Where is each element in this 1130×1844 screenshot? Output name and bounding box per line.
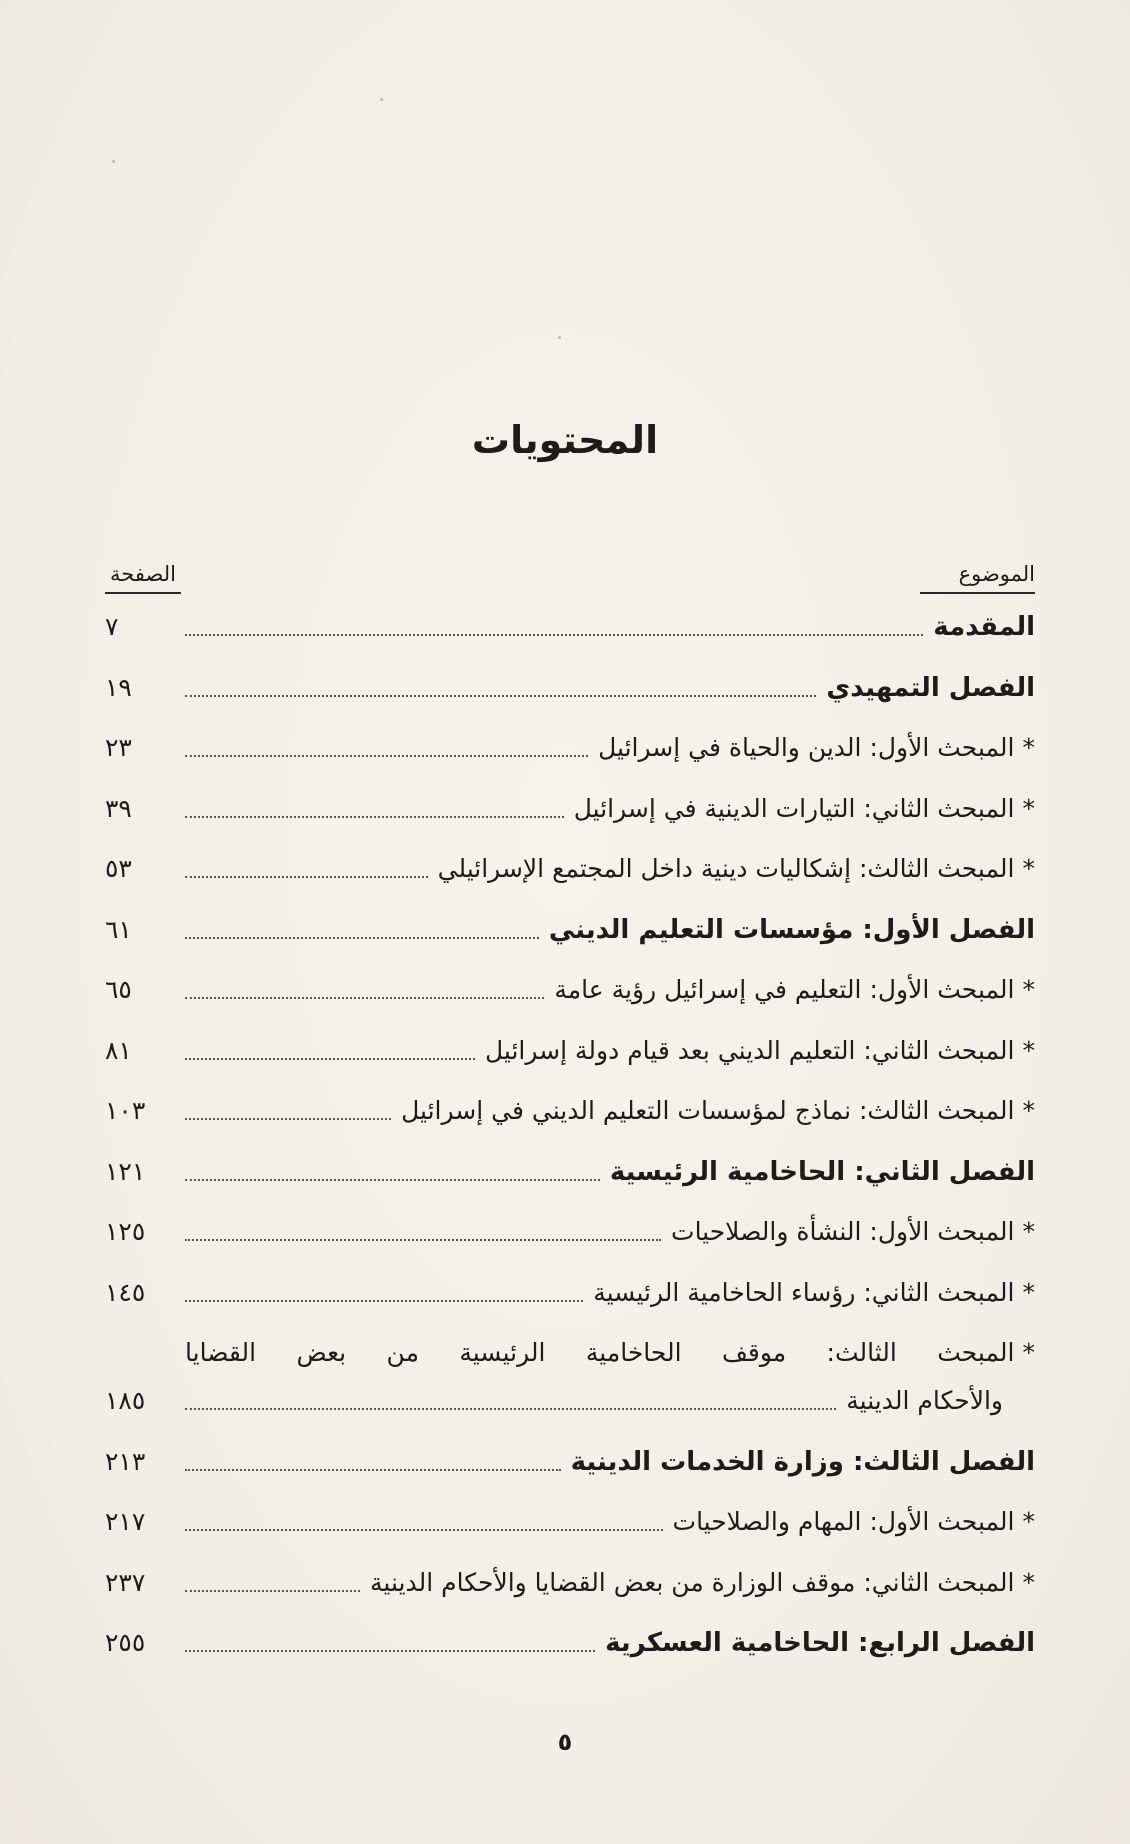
leader-dots — [185, 1469, 561, 1471]
toc-chapter-title — [933, 610, 1035, 644]
toc-entry-label: المبحث الأول: الدين والحياة في إسرائيل — [598, 733, 1015, 762]
toc-chapter-title — [549, 913, 1035, 947]
toc-page-number: ١٠٣ — [105, 1096, 146, 1125]
toc-entry — [105, 1034, 1035, 1074]
toc-section-title — [574, 792, 1035, 826]
toc-entry — [105, 792, 1035, 832]
toc-chapter-title — [571, 1445, 1035, 1479]
toc-entry-label: الفصل الرابع: الحاخامية العسكرية — [605, 1628, 1035, 1658]
page-number: ٥ — [557, 1728, 573, 1756]
bullet-asterisk-icon: * — [1022, 1338, 1035, 1367]
toc-entry — [105, 913, 1035, 953]
toc-section-title — [438, 852, 1035, 886]
toc-section-title — [671, 1215, 1035, 1249]
leader-dots — [185, 876, 428, 878]
leader-dots — [185, 1118, 391, 1120]
paper-speck — [112, 160, 115, 163]
page-column-header: الصفحة — [105, 562, 181, 594]
toc-page-number: ١٨٥ — [105, 1386, 146, 1415]
toc-entry — [105, 671, 1035, 711]
toc-section-title — [401, 1094, 1035, 1128]
toc-page-number: ٣٩ — [105, 793, 132, 823]
leader-dots — [185, 937, 539, 939]
leader-dots — [185, 755, 588, 757]
leader-dots — [185, 1239, 661, 1241]
toc-entry — [105, 1155, 1035, 1195]
toc-entry — [105, 1215, 1035, 1255]
toc-entry-label: المبحث الثاني: التيارات الدينية في إسرائيل — [573, 793, 1015, 823]
toc-entry — [105, 1276, 1035, 1316]
toc-entry-label: المبحث الأول: المهام والصلاحيات — [672, 1507, 1015, 1536]
bullet-asterisk-icon: * — [1022, 1277, 1035, 1307]
leader-dots — [185, 1529, 663, 1531]
toc-entry — [105, 1505, 1035, 1545]
toc-entry — [105, 1384, 1035, 1424]
leader-dots — [185, 1179, 600, 1181]
toc-entry-label: الفصل الثاني: الحاخامية الرئيسية — [609, 1156, 1035, 1187]
toc-entry-label: المبحث الثاني: موقف الوزارة من بعض القضايا والأحكام الدينية — [370, 1567, 1015, 1597]
toc-page-number: ٢٣ — [105, 733, 132, 762]
bullet-asterisk-icon: * — [1022, 733, 1035, 762]
toc-entry — [105, 610, 1035, 650]
leader-dots — [185, 997, 544, 999]
toc-entry-label: المبحث الثالث: إشكاليات دينية داخل المجتمع الإسرائيلي — [437, 854, 1015, 883]
toc-entry-label: الفصل الثالث: وزارة الخدمات الدينية — [570, 1446, 1035, 1477]
paper-speck — [380, 98, 383, 101]
toc-entry — [105, 1094, 1035, 1134]
toc-page-number: ٧ — [105, 612, 119, 641]
toc-entry-label: المقدمة — [933, 612, 1035, 642]
bullet-asterisk-icon: * — [1022, 1217, 1035, 1246]
toc-page-number: ٥٣ — [105, 854, 132, 883]
toc-entry — [105, 1445, 1035, 1485]
toc-entry-label: المبحث الثاني: رؤساء الحاخامية الرئيسية — [593, 1277, 1015, 1307]
bullet-asterisk-icon: * — [1022, 1567, 1035, 1597]
toc-entry-label: المبحث الأول: التعليم في إسرائيل رؤية عامة — [554, 975, 1015, 1004]
page-title: المحتويات — [471, 418, 659, 462]
toc-entry — [105, 731, 1035, 771]
toc-entry-label: الفصل التمهيدي — [826, 672, 1035, 703]
toc-section-title — [554, 973, 1035, 1007]
toc-page-number: ٢١٧ — [105, 1507, 146, 1536]
toc-page-number: ١٢٥ — [105, 1217, 146, 1246]
toc-page-number: ٦١ — [105, 914, 132, 944]
leader-dots — [185, 695, 816, 697]
toc-entry — [105, 1566, 1035, 1606]
toc-section-title — [593, 1276, 1035, 1310]
toc-page-number: ٢٣٧ — [105, 1567, 146, 1597]
toc-chapter-title — [610, 1155, 1035, 1189]
toc-entry-label: المبحث الأول: النشأة والصلاحيات — [671, 1217, 1015, 1246]
toc-page-number: ٢١٣ — [105, 1446, 146, 1476]
leader-dots — [185, 816, 564, 818]
toc-section-title — [673, 1505, 1035, 1539]
toc-section-title — [485, 1034, 1035, 1068]
bullet-asterisk-icon: * — [1022, 1096, 1035, 1125]
bullet-asterisk-icon: * — [1022, 1035, 1035, 1065]
toc-entry — [105, 852, 1035, 892]
toc-page-number: ٦٥ — [105, 975, 132, 1004]
toc-entry — [105, 1626, 1035, 1666]
toc-entry-label: المبحث الثاني: التعليم الديني بعد قيام دولة إسرائيل — [485, 1035, 1015, 1065]
toc-page-number: ٨١ — [105, 1035, 132, 1065]
toc-section-title — [370, 1566, 1035, 1600]
leader-dots — [185, 634, 923, 636]
bullet-asterisk-icon: * — [1022, 1507, 1035, 1536]
toc-entry-text — [185, 1336, 1035, 1370]
toc-entry-line — [185, 1336, 1035, 1376]
topic-column-header: الموضوع — [920, 562, 1035, 594]
toc-entry-continuation: والأحكام الدينية — [846, 1386, 1003, 1415]
toc-chapter-title — [605, 1626, 1035, 1660]
toc-chapter-title — [826, 671, 1035, 705]
bullet-asterisk-icon: * — [1022, 975, 1035, 1004]
toc-page-number: ١٢١ — [105, 1156, 146, 1186]
toc-section-title — [598, 731, 1035, 765]
toc-page-number: ١٩ — [105, 672, 132, 702]
toc-page-number: ١٤٥ — [105, 1277, 146, 1307]
toc-entry-label: المبحث الثالث: موقف الحاخامية الرئيسية من بعض القضايا — [185, 1338, 1015, 1367]
leader-dots — [185, 1590, 360, 1592]
leader-dots — [185, 1300, 583, 1302]
bullet-asterisk-icon: * — [1022, 854, 1035, 883]
toc-entry-label: المبحث الثالث: نماذج لمؤسسات التعليم الديني في إسرائيل — [401, 1096, 1015, 1125]
leader-dots — [185, 1650, 595, 1652]
toc-entry — [105, 973, 1035, 1013]
toc-entry-label: الفصل الأول: مؤسسات التعليم الديني — [548, 914, 1035, 945]
leader-dots — [185, 1058, 475, 1060]
bullet-asterisk-icon: * — [1022, 793, 1035, 823]
leader-dots — [185, 1408, 836, 1410]
toc-page-number: ٢٥٥ — [105, 1628, 146, 1657]
paper-speck — [558, 336, 561, 339]
